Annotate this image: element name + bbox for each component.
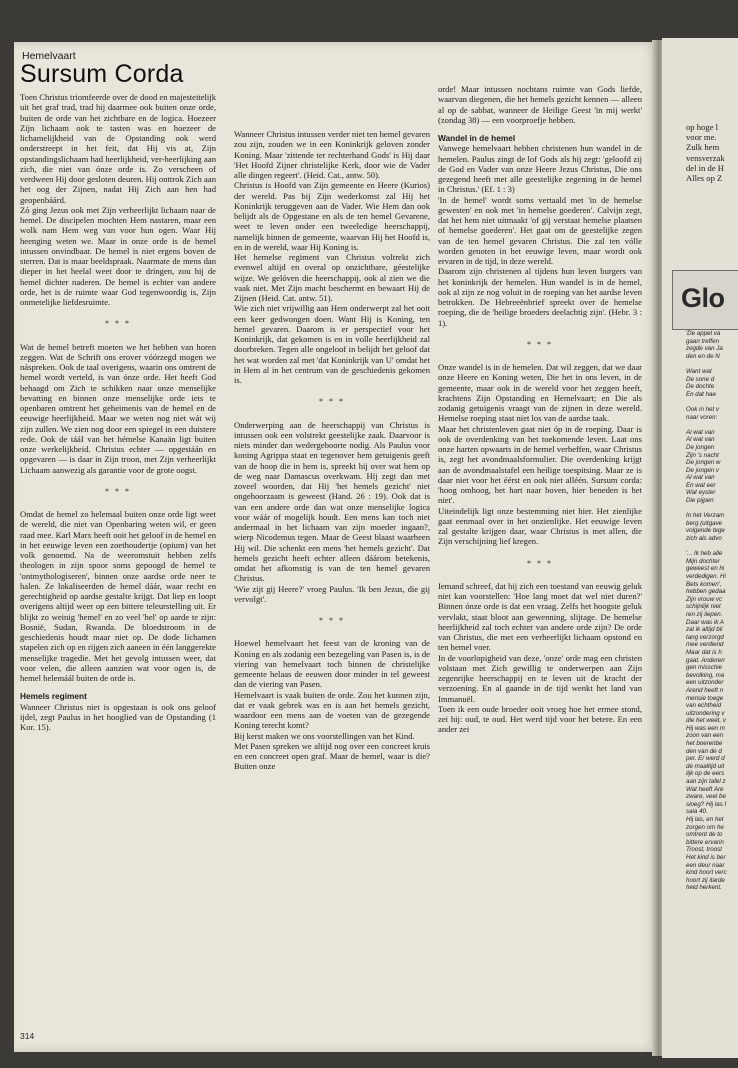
paragraph: 'Wie zijt gij Heere?' vroeg Paulus. 'Ik ben Jezus, die gij vervolgt'. bbox=[234, 583, 430, 604]
paragraph: orde! Maar intussen nochtans ruimte van Gods liefde, waarvan diegenen, die het hemels gezicht kennen — alleen al op de sabbat, wanneer de Heilige Geest 'in mij werkt' (zondag 38) — een voorproefje hebben. bbox=[438, 84, 642, 125]
section-separator: * * * bbox=[527, 558, 553, 568]
text-line: hoort zij itarde bbox=[686, 876, 725, 884]
paragraph: Iemand schreef, dat hij zich een toestand van eeuwig geluk niet kan voorstellen: 'Hoe lang moet dat wel niet duren?' Binnen ónze orde is dat een vraag. Zelfs het hoogste geluk vervlakt, staat bloot aan gewenning, slijtage. De hemelse heerlijkheid zal toch echter van andere orde zijn? De orde van Christus, die met een verheerlijkt lichaam opstond en ten hemel voer. bbox=[438, 580, 642, 653]
text-line: Wat heeft Are bbox=[686, 785, 724, 793]
text-line: De sone d bbox=[686, 375, 715, 383]
section-banner bbox=[672, 270, 738, 330]
text-line: mensie toege bbox=[686, 694, 724, 702]
article-title: Sursum Corda bbox=[20, 60, 184, 88]
text-line: Al wat van bbox=[686, 428, 715, 436]
text-line: Zulk hem bbox=[686, 142, 720, 153]
text-line: kind hoort verc bbox=[686, 869, 727, 877]
text-line bbox=[686, 360, 738, 368]
text-line: volgende tege bbox=[686, 527, 725, 535]
text-line: zegde van Ja bbox=[686, 345, 723, 353]
text-line: den van de d bbox=[686, 747, 722, 755]
text-line: voor me. bbox=[686, 132, 717, 143]
paragraph: Toen ik een oude broeder ooit vroeg hoe het ermee stond, zei hij: oud, te oud. Het werd tijd voor het betere. En een ander zei bbox=[438, 703, 642, 735]
section-separator: * * * bbox=[105, 319, 131, 329]
text-line: Al wat van bbox=[686, 436, 715, 444]
text-line: Ook in het v bbox=[686, 405, 720, 413]
paragraph: In de voorlopigheid van deze, 'onze' orde mag een christen volstaan met Zich gewillig te onderwerpen aan Zijn zegenrijke heerschappij en te leven uit de kracht der verzoening. En al gaande in de tijd wenkt het land van Immanuël. bbox=[438, 652, 642, 704]
paragraph: Christus is Hoofd van Zijn gemeente en Heere (Kurios) der wereld. Pas bij Zijn wederkomst zal Hij het Koninkrijk teruggeven aan de Vader. Wie Hem dan ook belijdt als de Opgestane en als de ten hemel Gevarene, weet te leven onder een tweeledige heerschappij, namelijk binnen de gemeente, waarvan Hij het Hoofd is, en in de wereld, waar Hij Koning is. bbox=[234, 180, 430, 252]
section-separator: * * * bbox=[105, 486, 131, 496]
text-line: Daar was ik A bbox=[686, 618, 724, 626]
text-line: Zijn vrouw vc bbox=[686, 595, 723, 603]
paragraph: Daarom zijn christenen al tijdens hun leven burgers van het koninkrijk der hemelen. Hun wandel is in de hemel, ook al zijn ze nog voluit in de roeping van het aardse leven betrokken. De Hebreeënbrief spreekt over de hemelse roeping, die de 'heilige broeders deelachtig zijn'. (Hebr. 3 : 1). bbox=[438, 266, 642, 328]
paragraph: Omdat de hemel zo helemaal buiten onze orde ligt weet de wereld, die niet van Openbaring weten wil, er geen raad mee. Karl Marx heeft ooit het geloof in de hemel en in het eeuwige leven een zoethoudertje (opium) van het volk genoemd. Na de weeromstuit hebben zelfs theologen in zijn spoor soms gepoogd de hemel te 'ontmythologiseren', binnen onze aardse orde neer te halen. Ze lokaliseerden de hemel dáár, waar recht en gerechtigheid op aardse gestalte krijgt. Dat liep en loopt overigens altijd weer op een bittere teleurstelling uit. Er blijkt zo weinig 'hemel' en zo veel 'hel' op aarde te zijn: Bosnië, Sudan, Rwanda. De bloedstroom in de geschiedenis houdt maar niet op. De dode lichamen stapelen zich op en rijgen zich aaneen in één langgerekte menselijke tragedie. Met het gevolg intussen weer, dat voor velen, die alleen aanzien wat voor ogen is, de hemel helemáál buiten de orde is. bbox=[20, 509, 216, 683]
section-kicker: Hemelvaart bbox=[22, 50, 76, 62]
column-3 bbox=[438, 84, 642, 735]
text-line: bittere ervarin bbox=[686, 838, 724, 846]
paragraph: 'In de hemel' wordt soms vertaald met 'in de hemelse gewesten' en ook met 'in hemelse goederen'. Calvijn zegt, dat het hem niet uitmaakt 'of gij verstaat hemelse plaatsen of hemelse goederen'. Het gaat om de geestelijke zegen van de ten hemel gevaren Christus. Die zal ten vólle worden genoten in het eeuwige leven, maar wordt ook ervaren in de tijd, in deze wereld. bbox=[438, 194, 642, 266]
text-line: 'De appel va bbox=[686, 330, 721, 337]
text-line: Maar dat is h bbox=[686, 648, 722, 656]
paragraph: Zó ging Jezus ook met Zijn verheerlijkt lichaam naar de hemel. De discipelen mochten Hem nastaren, maar een wolk nam Hem weg van voor hun ogen. Waar Hij heenging weten we. Maar in onze orde is de hemel intussen onvindbaar. De hemel is niet ergens boven de sterren. Dat is maar beeldspraak. Naarmate de mens dan dieper in het heelal weet door te dringen, zou hij de hemel dichter naderen. De hemel is echter van andere orde, het is de ruimte waar God tegenwoordig is, Zijn onmetelijke liefdesruimte. bbox=[20, 204, 216, 307]
text-line bbox=[686, 398, 738, 406]
text-line: den en de N bbox=[686, 352, 720, 360]
text-line: berg (uitgave bbox=[686, 519, 723, 527]
text-line: De dochte bbox=[686, 383, 715, 391]
text-line: De jongen bbox=[686, 443, 715, 451]
column-1 bbox=[20, 92, 216, 732]
paragraph: Bij kerst maken we ons voorstellingen van het Kind. bbox=[234, 730, 415, 741]
paragraph: Wie zich niet vrijwillig aan Hem onderwerpt zal het ooit een keer gedwongen doen. Want Hij is Koning, ten hemel gevaren. Daarom is er perspectief voor het Koninkrijk, dat gekomen is en in volle heerlijkheid zal doorbreken. Tegen alle ongeloof in belijdt het geloof dat het wat worden zal met 'dat Koninkrijk van U' omdat het in Hem al in het centrum van de geschiedenis gekomen is. bbox=[234, 303, 430, 385]
right-page-italic-text bbox=[686, 330, 738, 892]
text-line: die het weet, v bbox=[686, 717, 726, 725]
text-line: aan zijn tafel z bbox=[686, 778, 726, 786]
paragraph: Hemelvaart is vaak buiten de orde. Zou het kunnen zijn, dat er vaak gebrek was en is aan het hemels gezicht, waardoor een mens aan de voeten van de gezegende Koning terecht komt? bbox=[234, 689, 430, 731]
text-line: De jongen v bbox=[686, 466, 720, 474]
text-line: lijk op de eers bbox=[686, 770, 725, 778]
text-line: zich als advo bbox=[686, 535, 722, 543]
text-line: zware, veel be bbox=[686, 793, 726, 801]
text-line: van echtheid bbox=[686, 702, 722, 710]
text-line: De jongen w bbox=[686, 459, 721, 467]
section-separator: * * * bbox=[527, 339, 553, 349]
paragraph: Wanneer Christus niet is opgestaan is ook ons geloof ijdel, zegt Paulus in het hooglied van de Opstanding (1 Kor. 15). bbox=[20, 701, 216, 732]
text-line: gen misschie bbox=[686, 664, 723, 672]
text-line: En wat eer bbox=[686, 481, 716, 489]
column-2 bbox=[234, 129, 430, 772]
text-line: Hij las, en het bbox=[686, 816, 724, 823]
text-line: Alles op Z bbox=[686, 173, 723, 184]
text-line: zal ik altijd bli bbox=[686, 626, 723, 634]
paragraph: Met Pasen spreken we altijd nog over een concreet kruis en een concreet open graf. Maar de hemel, waar is die? Buiten onze bbox=[234, 740, 430, 772]
text-line: hebben gedaa bbox=[686, 588, 726, 596]
paragraph: Onderwerping aan de heerschappij van Christus is intussen ook een volstrekt geestelijke zaak. Daarvoor is niets minder dan wedergeboorte nodig. Als Paulus voor koning Agrippa staat en tegenover hem getuigenis geeft van de hoop die in hem is, spreekt hij over wat hem op de weg naar Damascus overkwam. Hij zegt dan met zoveel woorden, dat Hij 'het hemels gezicht' niet ongehoorzaam is geweest (Hand. 26 : 19). Ook dat is van een andere orde dan wat onze menselijke logica voor wáár of mogelijk houdt. Een mens kan toch niet andermaal in het lichaam van zijn moeder ingaan?, wierp Nicodemus tegen. Maar de Geest blaast waarheen Hij wil. Die schenkt een mens 'het hemels gezicht'. Dat hemels gezicht heeft echter alleen dáárom betekenis, omdat het afkomstig is van de ten hemel gevaren Christus. bbox=[234, 419, 430, 584]
text-line: Hij was een m bbox=[686, 724, 725, 732]
text-line: tang verzorgd bbox=[686, 633, 724, 641]
text-line: Het kind is ber bbox=[686, 853, 726, 861]
text-line: Troost, troost bbox=[686, 846, 722, 854]
text-line: de maaltijd uit bbox=[686, 762, 725, 770]
text-line: naar voren: bbox=[686, 413, 718, 421]
text-line: een uitzonder bbox=[686, 679, 724, 687]
section-separator: * * * bbox=[319, 616, 345, 625]
text-line bbox=[686, 543, 738, 551]
text-line: een deur naar bbox=[686, 861, 725, 869]
text-line: op hoge l bbox=[686, 122, 718, 132]
text-line: gaat. Anderen bbox=[686, 656, 725, 664]
right-page bbox=[662, 38, 738, 1058]
text-line: per. Er werd d bbox=[686, 755, 725, 763]
paragraph: Het hemelse regiment van Christus voltrekt zich evenwel altijd en overal op onzichtbare, géestelijke wijze. We gelóven die heerschappij, ook al zien we die vaak niet. Met Zijn macht beschermt en bewaart Hij de Zijnen (Heid. Cat. antw. 51). bbox=[234, 252, 430, 303]
text-line: del in de H bbox=[686, 162, 724, 173]
text-line: Bets komen', bbox=[686, 580, 722, 588]
text-line: geweest en hi bbox=[686, 565, 725, 573]
text-line: vensverzak bbox=[686, 152, 725, 163]
text-line: bevolking, ma bbox=[686, 671, 725, 679]
text-line: het boerenbe bbox=[686, 740, 723, 748]
text-line: gaan treffen bbox=[686, 337, 720, 345]
paragraph: Onze wandel is in de hemelen. Dat wil zeggen, dat we daar onze Heere en Koning weten, Die het in ons leven, in de gemeente, maar ook in de wereld voor het zeggen heeft, krachtens Zijn Opstanding en Hemelvaart; en Die als zodanig getuigenis vraagt van de zijnen in deze wereld. Hemelse roeping staat niet los van de aardse taak. bbox=[438, 362, 642, 424]
paragraph: Uiteindelijk ligt onze bestemming niet hier. Het zienlijke gaat eenmaal over in het onzienlijke. Het eeuwige leven zal gestalte krijgen daar, waar Christus is met allen, die Zijn verschijning lief kregen. bbox=[438, 505, 642, 547]
text-line: En dat hae bbox=[686, 390, 716, 398]
paragraph: Wanneer Christus intussen verder niet ten hemel gevaren zou zijn, zouden we in een Koninkrijk geloven zonder Koning. Maar 'zittende ter rechterhand Gods' is Hij daar 'Het Hoofd Zijner christelijke Kerk, door wie de Vader alle dingen regeert'. (Heid. Cat., antw. 50). bbox=[234, 129, 430, 180]
text-line: mee verdiend bbox=[686, 641, 724, 649]
subheading: Hemels regiment bbox=[20, 691, 87, 702]
text-line: uitzondering v bbox=[686, 709, 725, 717]
text-line: omtrent de to bbox=[686, 831, 723, 839]
paragraph: Maar het christenleven gaat niet óp in de roeping. Daar is ook de overdenking van het toekomende leven. Laat ons onze harten opwaarts in de hemel verheffen, waar Christus is, zegt het avondmaalsformulier. Die overdenking krijgt aan de avondmaalstafel een heilige toespitsing. Maar ze is daar niet voor het éérst en ook niet alléén. Sursum corda: 'hoog omhoog, het hart naar boven, hier beneden is het niet'. bbox=[438, 423, 642, 506]
text-line: sloeg? Hij las I bbox=[686, 800, 727, 808]
text-line: '... Ik heb alle bbox=[686, 550, 723, 558]
paragraph: Wat de hemel betreft moeten we het hebben van horen zeggen. Wat de Schrift ons erover vóórzegd mogen we náspreken. Ook de taal overigens, waarin ons omtrent de hemel wordt verteld, is van ónze orde. Het heeft God behaagd om Zich te schikken naar onze menselijke bevatting en binnen onze menselijke orde iets te openbaren omtrent het geheimenis van de hemel en de eeuwige heerlijkheid. Maar we weten nog niet wát wij zijn zullen. We zien nog door een spiegel in een duistere rede. Ook de tááI van het hémelse Kanaän ligt buiten onze werkelijkheid. Christus echter — opgestáán en opgevaren — is daar in Zijn troon, met Zijn verheerlijkt Lichaam aanwezig als garantie voor de grote oogst. bbox=[20, 341, 216, 475]
right-page-top-text bbox=[686, 122, 738, 183]
text-line: Die pijpen bbox=[686, 497, 714, 505]
text-line: In het Verzam bbox=[686, 512, 725, 520]
text-line bbox=[686, 505, 738, 513]
text-line: Arend heeft n bbox=[686, 686, 724, 694]
text-line bbox=[686, 421, 738, 429]
section-separator: * * * bbox=[319, 397, 345, 407]
paragraph: Vanwege hemelvaart hebben christenen hun wandel in de hemelen. Paulus zingt de lof Gods als hij zegt: 'geloofd zij de God en Vader van onze Heere Jezus Christus, Die ons gezegend heeft met alle geestelijke zegening in de hemel in Christus.' (Ef. 1 : 3) bbox=[438, 143, 642, 195]
text-line: zoon van een bbox=[686, 732, 724, 740]
page-number: 314 bbox=[20, 1031, 35, 1041]
subheading: Wandel in de hemel bbox=[438, 133, 516, 143]
paragraph: Hoewel hemelvaart het feest van de kroning van de Koning en als zodanig een bezegeling van Pasen is, is de viering van hemelvaart toch binnen de christelijke gemeente helaas de eeuwen door minder in tel geweest dan de viering van Pasen. bbox=[234, 638, 430, 690]
text-line: saia 40. bbox=[686, 808, 708, 816]
text-line: Want wat bbox=[686, 367, 712, 375]
text-line: Wat eyster bbox=[686, 489, 716, 497]
text-line: schijnlijk niet bbox=[686, 603, 721, 611]
text-line: Al wat van bbox=[686, 474, 715, 482]
paragraph: Toen Christus triomfeerde over de dood en majesteitelijk uit het graf trad, trad hij daarmee ook buiten onze orde, buiten de orde van het zichtbare en de logica. Hoezeer Zijn lichaam ook te tasten was en hoezeer de lichamelijkheid van de Opstanding ook werd onderstreept in het feit, dat Hij vis at, Zijn opstandingslichaam had heerlijkheid, ver-heerlijking aan zich, die niet van ónze orde is. Zo verscheen of verdween Hij door gesloten deuren. Hij onttrok Zich aan het oog der Zijnen, nadat Hij Zich aan hen had geopenbáárd. bbox=[20, 92, 216, 205]
text-line: ren zij liepen. bbox=[686, 610, 723, 618]
text-line: verdedigen. Hi bbox=[686, 573, 726, 580]
text-line: heid herkent. bbox=[686, 884, 722, 892]
banner-title: Glo bbox=[681, 283, 725, 313]
text-line: Zijn 's nacht bbox=[686, 451, 719, 459]
text-line: zorgen om he bbox=[686, 823, 724, 831]
text-line: Mijn dochter bbox=[686, 557, 720, 565]
